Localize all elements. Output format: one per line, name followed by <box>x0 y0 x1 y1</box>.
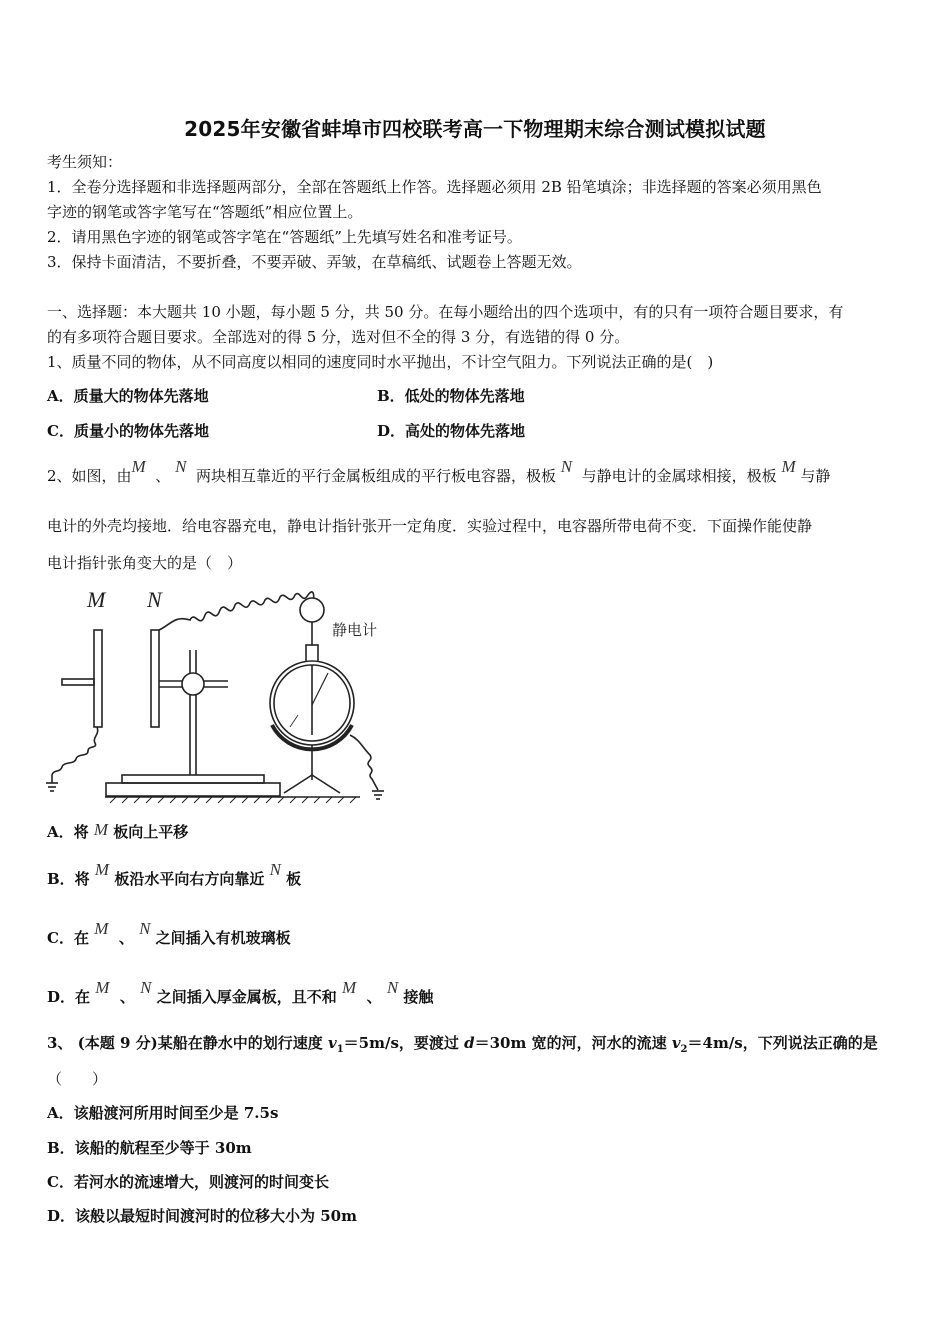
figure-meter-label: 静电计 <box>332 621 378 639</box>
section-intro-1: 一、选择题：本大题共 10 小题，每小题 5 分，共 50 分。在每小题给出的四个选项中，有的只有一项符合题目要求，有 <box>47 303 844 321</box>
symbol-m: M <box>781 457 796 476</box>
q2-option-d: D．在 M 、 N 之间插入厚金属板，且不和 M 、 N 接触 <box>47 978 434 1006</box>
notice-line-2: 2．请用黑色字迹的钢笔或答字笔在“答题纸”上先填写姓名和准考证号。 <box>47 228 522 246</box>
q2-option-a: A．将 M 板向上平移 <box>47 820 189 841</box>
q2-stem-line2: 电计的外壳均接地．给电容器充电，静电计指针张开一定角度．实验过程中，电容器所带电荷不变．下面操作能使静 <box>47 517 813 535</box>
q2-stem-line1: 2、如图，由M 、 N 两块相互靠近的平行金属板组成的平行板电容器，极板 N 与静电计的金属球相接，极板 M 与静 <box>47 457 831 485</box>
q1-option-d: D．高处的物体先落地 <box>377 422 526 440</box>
q2-option-b: B．将 M 板沿水平向右方向靠近 N 板 <box>47 860 302 888</box>
q3-option-d: D．该般以最短时间渡河时的位移大小为 50m <box>47 1207 357 1225</box>
q3-paren: （ ） <box>47 1070 108 1088</box>
capacitor-electroscope-figure <box>40 585 400 810</box>
q3-stem: 3、 (本题 9 分)某船在静水中的划行速度 $v_1=5m/s$，要渡过 d＝30m 宽的河，河水的流速 $v_2=4m/s$，下列说法正确的是 <box>47 1034 878 1055</box>
page-title: 2025年安徽省蚌埠市四校联考高一下物理期末综合测试模拟试题 <box>184 117 766 141</box>
q1-option-c: C．质量小的物体先落地 <box>47 422 209 440</box>
notice-heading: 考生须知： <box>47 153 123 171</box>
symbol-n: N <box>175 457 187 476</box>
q1-option-b: B．低处的物体先落地 <box>377 387 525 405</box>
q1-option-a: A．质量大的物体先落地 <box>47 387 209 405</box>
notice-line-1b: 字迹的钢笔或答字笔写在“答题纸”相应位置上。 <box>47 203 363 221</box>
q2-option-c: C．在 M 、 N 之间插入有机玻璃板 <box>47 919 291 947</box>
notice-line-3: 3．保持卡面清洁，不要折叠，不要弄破、弄皱，在草稿纸、试题卷上答题无效。 <box>47 253 582 271</box>
q3-option-a: A．该船渡河所用时间至少是 7.5s <box>47 1104 279 1122</box>
figure-label-m: M <box>87 587 106 612</box>
q3-option-c: C．若河水的流速增大，则渡河的时间变长 <box>47 1173 329 1191</box>
figure-label-n: N <box>147 587 162 612</box>
notice-line-1a: 1．全卷分选择题和非选择题两部分，全部在答题纸上作答。选择题必须用 2B 铅笔填涂；非选择题的答案必须用黑色 <box>47 178 822 196</box>
q2-stem-line3: 电计指针张角变大的是（ ） <box>47 554 243 572</box>
symbol-m: M <box>131 457 146 476</box>
q3-option-b: B．该船的航程至少等于 30m <box>47 1139 252 1157</box>
symbol-n: N <box>560 457 573 476</box>
section-intro-2: 的有多项符合题目要求。全部选对的得 5 分，选对但不全的得 3 分，有选错的得 0 分。 <box>47 328 630 346</box>
q1-stem: 1、质量不同的物体，从不同高度以相同的速度同时水平抛出，不计空气阻力。下列说法正确的是( ) <box>47 353 714 371</box>
